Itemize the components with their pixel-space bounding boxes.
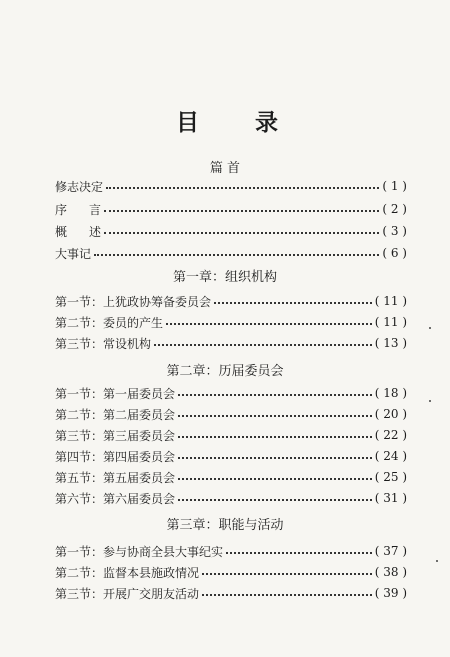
leader-dots [178,415,372,417]
scan-speck [429,400,431,402]
leader-dots [178,499,372,501]
toc-entry-label: 第二节：监督本县施政情况 [55,565,200,580]
toc-entry-label: 第一节：参与协商全县大事纪实 [55,544,224,559]
leader-dots [94,254,379,256]
toc-entry-label-part: 序 [55,202,68,217]
chapter-heading: 第三章：职能与活动 [166,518,284,533]
toc-entry-label: 第一节：第一届委员会 [55,386,176,401]
toc-entry-label [55,201,101,218]
toc-entry-label: 第二节：委员的产生 [55,315,164,330]
toc-entry[interactable] [55,222,407,240]
toc-entry-page: ( 31 ) [374,491,407,505]
toc-entry-page: ( 11 ) [374,315,407,329]
toc-entry-label: 第五节：第五届委员会 [55,470,176,485]
leader-dots [154,344,372,346]
toc-entry-page: ( 37 ) [374,544,407,558]
toc-entry[interactable] [55,334,407,352]
toc-entry-page: ( 3 ) [382,224,407,238]
toc-entry-label: 第三节：开展广交朋友活动 [55,586,200,601]
toc-entry[interactable] [55,384,407,402]
leader-dots [202,594,372,596]
leader-dots [178,478,372,480]
leader-dots [178,457,372,459]
leader-dots [214,302,372,304]
toc-entry-label: 大事记 [55,246,92,261]
toc-entry-page: ( 13 ) [374,336,407,350]
toc-entry[interactable] [55,313,407,331]
toc-entry[interactable] [55,426,407,444]
leader-dots [226,552,372,554]
toc-entry-page: ( 24 ) [374,449,407,463]
leader-dots [106,187,379,189]
toc-entry-page: ( 38 ) [374,565,407,579]
toc-entry[interactable] [55,542,407,560]
toc-entry-label: 第一节：上犹政协筹备委员会 [55,294,212,309]
toc-entry[interactable] [55,292,407,310]
toc-entry[interactable] [55,563,407,581]
toc-entry-page: ( 20 ) [374,407,407,421]
toc-entry[interactable] [55,447,407,465]
toc-entry-page: ( 1 ) [382,179,407,193]
toc-entry[interactable] [55,489,407,507]
toc-entry-page: ( 22 ) [374,428,407,442]
toc-entry-label: 第四节：第四届委员会 [55,449,176,464]
toc-entry-page: ( 39 ) [374,586,407,600]
toc-entry-label-part: 概 [55,224,68,239]
toc-entry-label-part: 述 [88,224,101,239]
toc-entry[interactable] [55,468,407,486]
toc-entry-page: ( 18 ) [374,386,407,400]
leader-dots [104,232,379,234]
toc-entry[interactable] [55,177,407,195]
title-char-left: 目 [176,109,199,136]
toc-entry-label: 修志决定 [55,179,104,194]
leader-dots [166,323,372,325]
toc-entry-label: 第二节：第二届委员会 [55,407,176,422]
front-matter-heading: 篇 首 [209,161,241,176]
chapter-heading: 第二章：历届委员会 [166,364,284,379]
chapter-heading: 第一章：组织机构 [172,270,277,285]
toc-entry-label: 第三节：第三届委员会 [55,428,176,443]
scan-speck [436,560,438,562]
leader-dots [202,573,372,575]
toc-entry-page: ( 11 ) [374,294,407,308]
toc-entry-page: ( 25 ) [374,470,407,484]
toc-entry-label [55,223,101,240]
toc-entry[interactable] [55,584,407,602]
toc-entry[interactable] [55,244,407,262]
leader-dots [178,394,372,396]
scan-speck [429,327,431,329]
toc-entry-label-part: 言 [88,202,101,217]
toc-entry[interactable] [55,405,407,423]
leader-dots [178,436,372,438]
title-char-right: 录 [255,109,278,136]
toc-entry-label: 第三节：常设机构 [55,336,152,351]
toc-entry-page: ( 6 ) [382,246,407,260]
toc-entry[interactable] [55,200,407,218]
leader-dots [104,210,379,212]
toc-entry-page: ( 2 ) [382,202,407,216]
toc-entry-label: 第六节：第六届委员会 [55,491,176,506]
